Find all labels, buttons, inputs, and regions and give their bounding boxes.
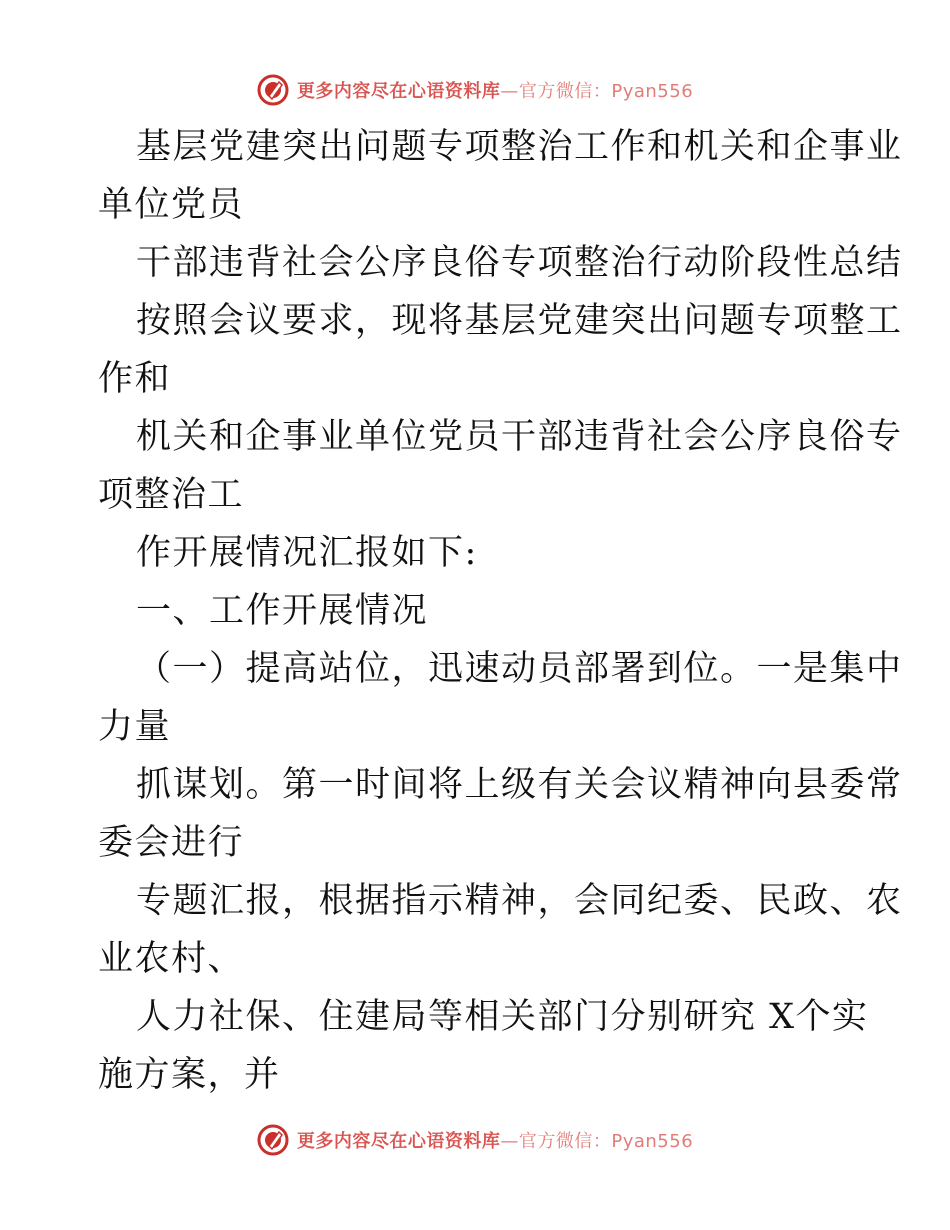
watermark-site-name: 更多内容尽在心语资料库 <box>296 1131 501 1152</box>
watermark-text <box>297 1127 693 1153</box>
text-line: 委会进行 <box>98 823 245 863</box>
text-line: 抓谋划。第一时间将上级有关会议精神向县委常 <box>136 765 903 805</box>
text-line: 人力社保、住建局等相关部门分别研究 X个实 <box>136 997 869 1037</box>
text-line: 业农村、 <box>98 939 245 979</box>
watermark-text <box>297 77 693 103</box>
text-line: （一）提高站位，迅速动员部署到位。一是集中 <box>136 649 903 689</box>
text-line: 机关和企事业单位党员干部违背社会公序良俗专 <box>136 417 903 457</box>
text-line: 项整治工 <box>98 475 245 515</box>
text-line: 作开展情况汇报如下: <box>136 533 478 573</box>
text-line: 力量 <box>98 707 172 747</box>
text-line: 一、工作开展情况 <box>136 591 429 631</box>
text-line: 施方案，并 <box>98 1055 281 1095</box>
watermark-site-name: 更多内容尽在心语资料库 <box>296 81 501 102</box>
pen-logo-icon <box>257 1124 289 1156</box>
header-watermark <box>0 72 950 108</box>
text-line: 作和 <box>98 359 172 399</box>
text-line: 单位党员 <box>98 185 245 225</box>
watermark-wechat: —官方微信：Pyan556 <box>500 81 694 102</box>
footer-watermark <box>0 1122 950 1158</box>
text-line: 按照会议要求，现将基层党建突出问题专项整工 <box>136 301 903 341</box>
document-body <box>98 118 903 1104</box>
text-line: 基层党建突出问题专项整治工作和机关和企事业 <box>136 127 903 167</box>
watermark-wechat: —官方微信：Pyan556 <box>500 1131 694 1152</box>
text-line: 干部违背社会公序良俗专项整治行动阶段性总结 <box>136 243 903 283</box>
pen-logo-icon <box>257 74 289 106</box>
text-line: 专题汇报，根据指示精神，会同纪委、民政、农 <box>136 881 903 921</box>
